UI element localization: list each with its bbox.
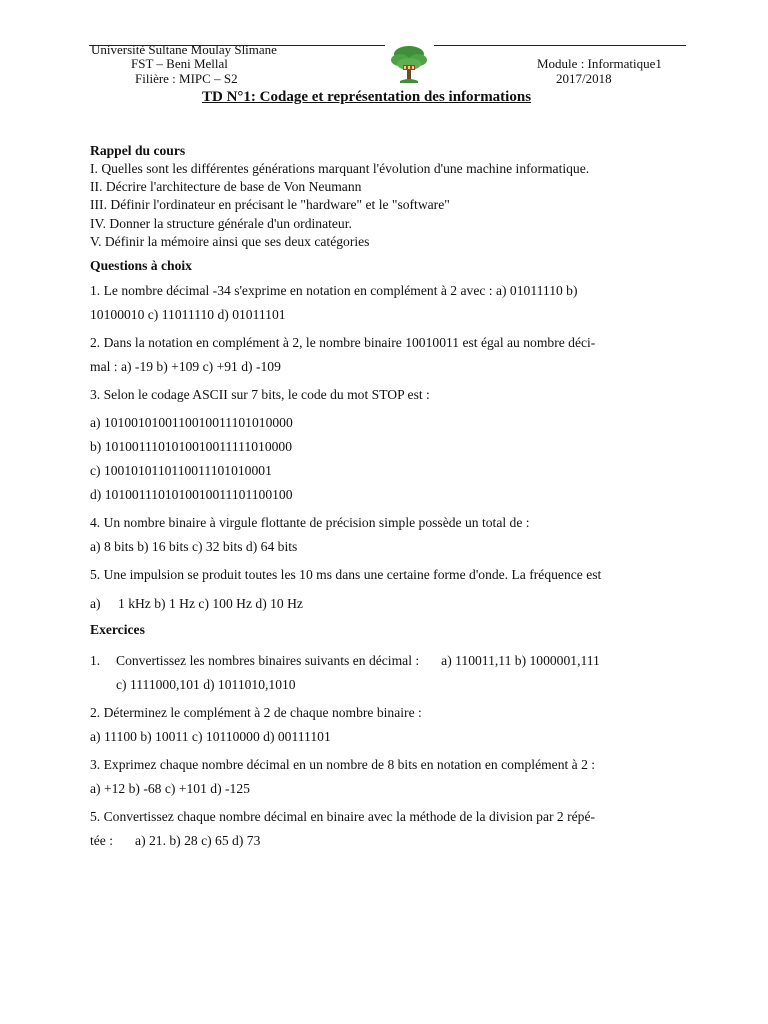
exercise-5-options: a) 21. b) 28 c) 65 d) 73	[135, 833, 261, 849]
page-title: TD N°1: Codage et représentation des informations	[202, 89, 532, 105]
header-rule-right	[434, 45, 686, 46]
question-4: 4. Un nombre binaire à virgule flottante de précision simple possède un total de :	[90, 515, 530, 531]
academic-year: 2017/2018	[556, 71, 612, 86]
exercise-3-options: a) +12 b) -68 c) +101 d) -125	[90, 781, 250, 797]
exercise-2: 2. Déterminez le complément à 2 de chaque nombre binaire :	[90, 705, 422, 721]
exercise-1-options-1: a) 110011,11 b) 1000001,111	[441, 653, 600, 669]
question-3: 3. Selon le codage ASCII sur 7 bits, le code du mot STOP est :	[90, 387, 430, 403]
filiere: Filière : MIPC – S2	[135, 71, 238, 86]
question-4-options: a) 8 bits b) 16 bits c) 32 bits d) 64 bits	[90, 539, 298, 555]
exercices-heading: Exercices	[90, 622, 145, 638]
question-5-options-values: 1 kHz b) 1 Hz c) 100 Hz d) 10 Hz	[118, 596, 303, 612]
qcm-heading: Questions à choix	[90, 258, 192, 274]
rappel-heading: Rappel du cours	[90, 143, 186, 158]
question-3-option: a) 1010010100110010011101010000	[90, 415, 293, 431]
document-body	[90, 142, 690, 853]
rappel-item: IV. Donner la structure générale d'un ordinateur.	[90, 215, 352, 231]
question-2-line-2: mal : a) -19 b) +109 c) +91 d) -109	[90, 359, 281, 375]
rappel-item: I. Quelles sont les différentes générations marquant l'évolution d'une machine informatique.	[90, 161, 590, 176]
exercise-5-label: tée :	[90, 833, 114, 849]
exercise-5-line-2	[90, 829, 690, 853]
exercise-1	[90, 649, 690, 673]
question-3-option: c) 1001010110110011101010001	[90, 463, 272, 479]
question-5-options-label: a)	[90, 596, 101, 612]
question-1-line-2: 10100010 c) 11011110 d) 01011101	[90, 307, 286, 323]
exercise-1-instruction: Convertissez les nombres binaires suivants en décimal :	[116, 653, 420, 669]
exercise-1-options-2: c) 1111000,101 d) 1011010,1010	[116, 677, 296, 693]
university-name: Université Sultane Moulay Slimane	[91, 42, 277, 57]
question-1-line-1: 1. Le nombre décimal -34 s'exprime en notation en complément à 2 avec : a) 01011110 b)	[90, 283, 578, 299]
question-3-option: b) 1010011101010010011111010000	[90, 439, 293, 455]
exercise-5-line-1: 5. Convertissez chaque nombre décimal en binaire avec la méthode de la division par 2 répé-	[90, 809, 596, 825]
exercise-3: 3. Exprimez chaque nombre décimal en un nombre de 8 bits en notation en complément à 2 :	[90, 757, 596, 773]
university-logo	[388, 43, 430, 87]
question-5-options	[90, 592, 690, 616]
question-3-option: d) 1010011101010010011101100100	[90, 487, 293, 503]
exercise-2-options: a) 11100 b) 10011 c) 10110000 d) 00111101	[90, 729, 331, 745]
rappel-list	[90, 160, 690, 251]
exercise-1-number: 1.	[90, 653, 101, 669]
faculty-name: FST – Beni Mellal	[131, 56, 228, 71]
module-name: Module : Informatique1	[537, 56, 662, 71]
exercise-1-text	[116, 649, 600, 673]
question-5: 5. Une impulsion se produit toutes les 10 ms dans une certaine forme d'onde. La fréquence est	[90, 567, 602, 583]
rappel-item: II. Décrire l'architecture de base de Von Neumann	[90, 179, 362, 195]
rappel-item: III. Définir l'ordinateur en précisant le "hardware" et le "software"	[90, 197, 450, 213]
header-rule-left	[89, 45, 385, 46]
rappel-item: V. Définir la mémoire ainsi que ses deux catégories	[90, 233, 370, 249]
question-2-line-1: 2. Dans la notation en complément à 2, le nombre binaire 10010011 est égal au nombre déci-	[90, 335, 596, 351]
